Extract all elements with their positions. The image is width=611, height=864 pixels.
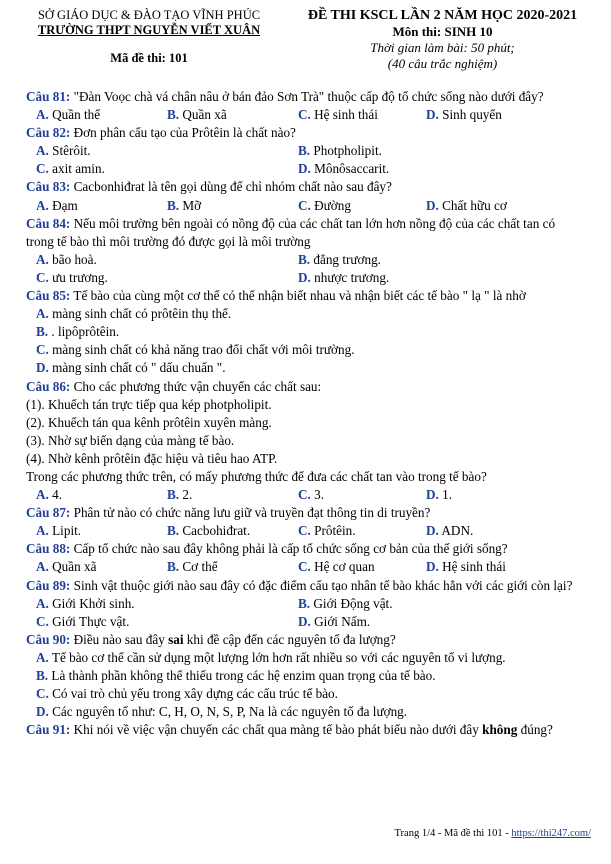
option-b[interactable]: B. 2. — [167, 487, 193, 503]
exam-code: Mã đề thi: 101 — [110, 51, 188, 65]
option-d[interactable]: D. màng sinh chất có " dấu chuẩn ". — [36, 360, 226, 376]
options-row — [26, 269, 586, 287]
question-88: Câu 88: Cấp tổ chức nào sau đây không phải là cấp tổ chức sống cơ bản của thế giới sống? — [26, 541, 508, 557]
options-row — [26, 197, 586, 215]
option-c[interactable]: C. Prôtêin. — [298, 523, 356, 539]
question-81: Câu 81: "Đàn Voọc chà vá chân nâu ở bán đảo Sơn Trà" thuộc cấp độ tổ chức sống nào dưới đây? — [26, 89, 544, 104]
option-d[interactable]: D. nhược trương. — [298, 269, 390, 285]
option-b[interactable]: B. Cacbohiđrat. — [167, 523, 251, 539]
question-91: Câu 91: Khi nói về việc vận chuyển các chất qua màng tế bào phát biểu nào dưới đây không đúng? — [26, 722, 553, 738]
option-b[interactable]: B. Photpholipit. — [298, 143, 382, 159]
question-83: Câu 83: Cacbonhiđrat là tên gọi dùng để chỉ nhóm chất nào sau đây? — [26, 179, 392, 195]
option-a[interactable]: A. Giới Khởi sinh. — [36, 595, 135, 611]
school-name: TRƯỜNG THPT NGUYỄN VIẾT XUÂN — [37, 23, 261, 37]
options-row — [26, 595, 586, 613]
option-c[interactable]: C. 3. — [298, 487, 325, 503]
option-a[interactable]: A. Stêrôit. — [36, 143, 91, 159]
option-b[interactable]: B. đẳng trương. — [298, 251, 381, 267]
option-a[interactable]: A. Đạm — [36, 197, 78, 213]
option-c[interactable]: C. Hệ sinh thái — [298, 107, 378, 123]
option-a[interactable]: A. Lipit. — [36, 523, 82, 539]
option-a[interactable]: A. Quần thể — [36, 107, 101, 123]
option-d[interactable]: D. Hệ sinh thái — [426, 559, 506, 575]
questions-body — [26, 88, 586, 739]
footer-link[interactable]: https://thi247.com/ — [511, 828, 591, 839]
option-d[interactable]: D. Các nguyên tố như: C, H, O, N, S, P, Na là các nguyên tố đa lượng. — [36, 704, 408, 720]
option-c[interactable]: C. Giới Thực vật. — [36, 613, 130, 629]
header-left — [24, 8, 274, 66]
option-b[interactable]: B. Quần xã — [167, 107, 227, 123]
option-b[interactable]: B. . lipôprôtêin. — [36, 324, 120, 340]
exam-subject: Môn thi: SINH 10 — [392, 24, 493, 39]
question-90: Câu 90: Điều nào sau đây sai khi đề cập đến các nguyên tố đa lượng? — [26, 631, 396, 647]
question-89: Câu 89: Sinh vật thuộc giới nào sau đây có đặc điểm cấu tạo nhân tế bào khác hẳn với các giới còn lại? — [26, 577, 573, 593]
question-82: Câu 82: Đơn phân cấu tạo của Prôtêin là chất nào? — [26, 125, 296, 141]
option-d[interactable]: D. 1. — [426, 487, 453, 503]
options-row — [26, 486, 586, 504]
exam-title: ĐỀ THI KSCL LẦN 2 NĂM HỌC 2020-2021 — [307, 8, 578, 23]
statement-1: (1). Khuếch tán trực tiếp qua kép photpholipit. — [26, 396, 272, 412]
options-row — [26, 251, 586, 269]
option-d[interactable]: D. ADN. — [426, 523, 474, 539]
option-a[interactable]: A. bão hoà. — [36, 251, 97, 267]
exam-time: Thời gian làm bài: 50 phút; — [370, 40, 515, 55]
question-86: Câu 86: Cho các phương thức vận chuyển các chất sau: — [26, 378, 322, 394]
department-name: SỞ GIÁO DỤC & ĐÀO TẠO VĨNH PHÚC — [37, 8, 261, 22]
page-footer — [0, 828, 591, 839]
option-c[interactable]: C. axit amin. — [36, 161, 105, 177]
option-c[interactable]: C. Đường — [298, 197, 351, 213]
question-prompt: Trong các phương thức trên, có mấy phương thức để đưa các chất tan vào trong tế bào? — [26, 468, 487, 484]
options-row — [26, 142, 586, 160]
option-a[interactable]: A. Tế bào cơ thể cần sử dụng một lượng lớn hơn rất nhiều so với các nguyên tố vi lượng. — [36, 649, 506, 665]
option-d[interactable]: D. Giới Nấm. — [298, 613, 371, 629]
options-row — [26, 106, 586, 124]
exam-question-count: (40 câu trắc nghiệm) — [387, 56, 498, 71]
question-85: Câu 85: Tế bào của cùng một cơ thể có thể nhận biết nhau và nhận biết các tế bào " lạ " là nhờ — [26, 288, 526, 304]
option-d[interactable]: D. Chất hữu cơ — [426, 197, 507, 213]
options-row — [26, 522, 586, 540]
option-b[interactable]: B. Mỡ — [167, 197, 202, 213]
header-right — [290, 8, 595, 72]
option-a[interactable]: A. 4. — [36, 487, 63, 503]
option-a[interactable]: A. Quần xã — [36, 559, 97, 575]
option-a[interactable]: A. màng sinh chất có prôtêin thụ thể. — [36, 306, 232, 322]
statement-2: (2). Khuếch tán qua kênh prôtêin xuyên màng. — [26, 414, 272, 430]
option-c[interactable]: C. màng sinh chất có khả năng trao đổi chất với môi trường. — [36, 342, 355, 358]
option-c[interactable]: C. ưu trương. — [36, 269, 108, 285]
option-c[interactable]: C. Hệ cơ quan — [298, 559, 375, 575]
options-row — [26, 613, 586, 631]
option-d[interactable]: D. Mônôsaccarit. — [298, 161, 390, 177]
question-87: Câu 87: Phân tử nào có chức năng lưu giữ và truyền đạt thông tin di truyền? — [26, 505, 431, 521]
option-c[interactable]: C. Có vai trò chủ yếu trong xây dựng các cấu trúc tế bào. — [36, 686, 338, 702]
question-84: Câu 84: Nếu môi trường bên ngoài có nồng độ của các chất tan lớn hơn nồng độ của các chất tan có trong tế bào thì môi trường đó được gọi là môi trường — [26, 215, 556, 249]
statement-3: (3). Nhờ sự biến dạng của màng tế bào. — [26, 432, 235, 448]
statement-4: (4). Nhờ kênh prôtêin đặc hiệu và tiêu hao ATP. — [26, 450, 278, 466]
footer-page-info: Trang 1/4 - Mã đề thi 101 - — [394, 828, 512, 839]
options-row — [26, 558, 586, 576]
option-b[interactable]: B. Giới Động vật. — [298, 595, 393, 611]
option-b[interactable]: B. Cơ thể — [167, 559, 218, 575]
options-row — [26, 160, 586, 178]
option-b[interactable]: B. Là thành phần không thể thiếu trong các hệ enzim quan trọng của tế bào. — [36, 668, 436, 683]
option-d[interactable]: D. Sinh quyển — [426, 107, 502, 123]
